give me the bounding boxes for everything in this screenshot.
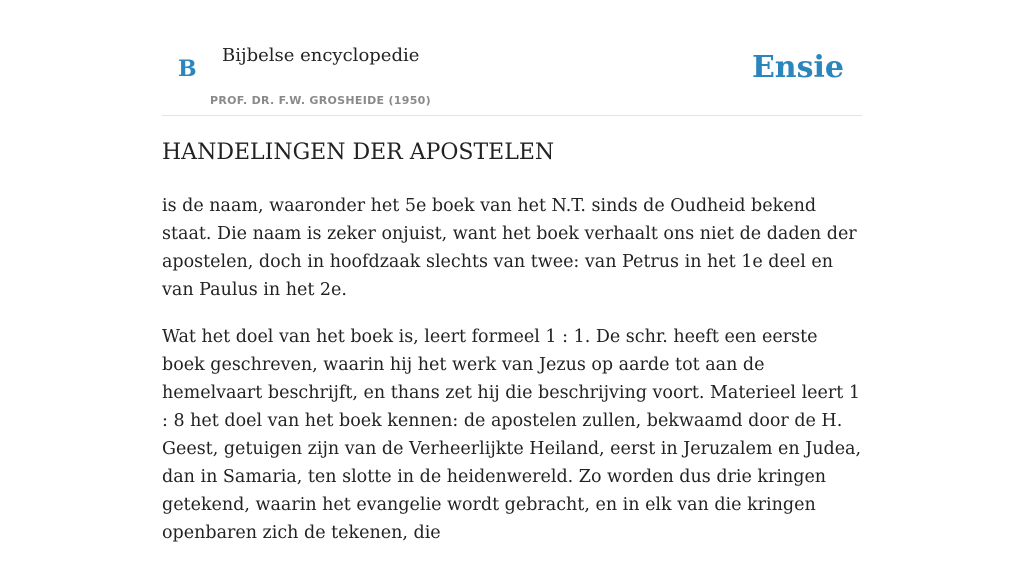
article-paragraph: is de naam, waaronder het 5e boek van het N.T. sinds de Oudheid bekend staat. Die naam is zeker onjuist, want het boek verhaalt ons niet de daden der apostelen, doch in hoofdzaak slechts van twee: van Petrus in het 1e deel en van Paulus in het 2e. — [162, 196, 857, 300]
article-paragraph: Wat het doel van het boek is, leert formeel 1 : 1. De schr. heeft een eerste boek geschreven, waarin hij het werk van Jezus op aarde tot aan de hemelvaart beschrijft, en thans zet hij die beschrijving voort. Materieel leert 1 : 8 het doel van het boek kennen: de apostelen zullen, bekwaamd door de H. Geest, getuigen zijn van de Verheerlijkte Heiland, eerst in Jeruzalem en Judea, dan in Samaria, ten slotte in de heidenwereld. Zo worden dus drie kringen getekend, waarin het evangelie wordt gebracht, en in elk van die kringen openbaren zich de tekenen, die — [162, 327, 862, 543]
source-title-link[interactable]: Bijbelse encyclopedie — [222, 45, 420, 66]
article-body — [162, 192, 862, 566]
source-author: PROF. DR. F.W. GROSHEIDE (1950) — [210, 94, 431, 107]
source-logo-icon[interactable]: B — [178, 56, 197, 82]
article-header — [162, 0, 862, 116]
article-title: HANDELINGEN DER APOSTELEN — [162, 140, 555, 165]
brand-logo-link[interactable]: Ensie — [751, 50, 844, 85]
content-container — [162, 0, 862, 543]
